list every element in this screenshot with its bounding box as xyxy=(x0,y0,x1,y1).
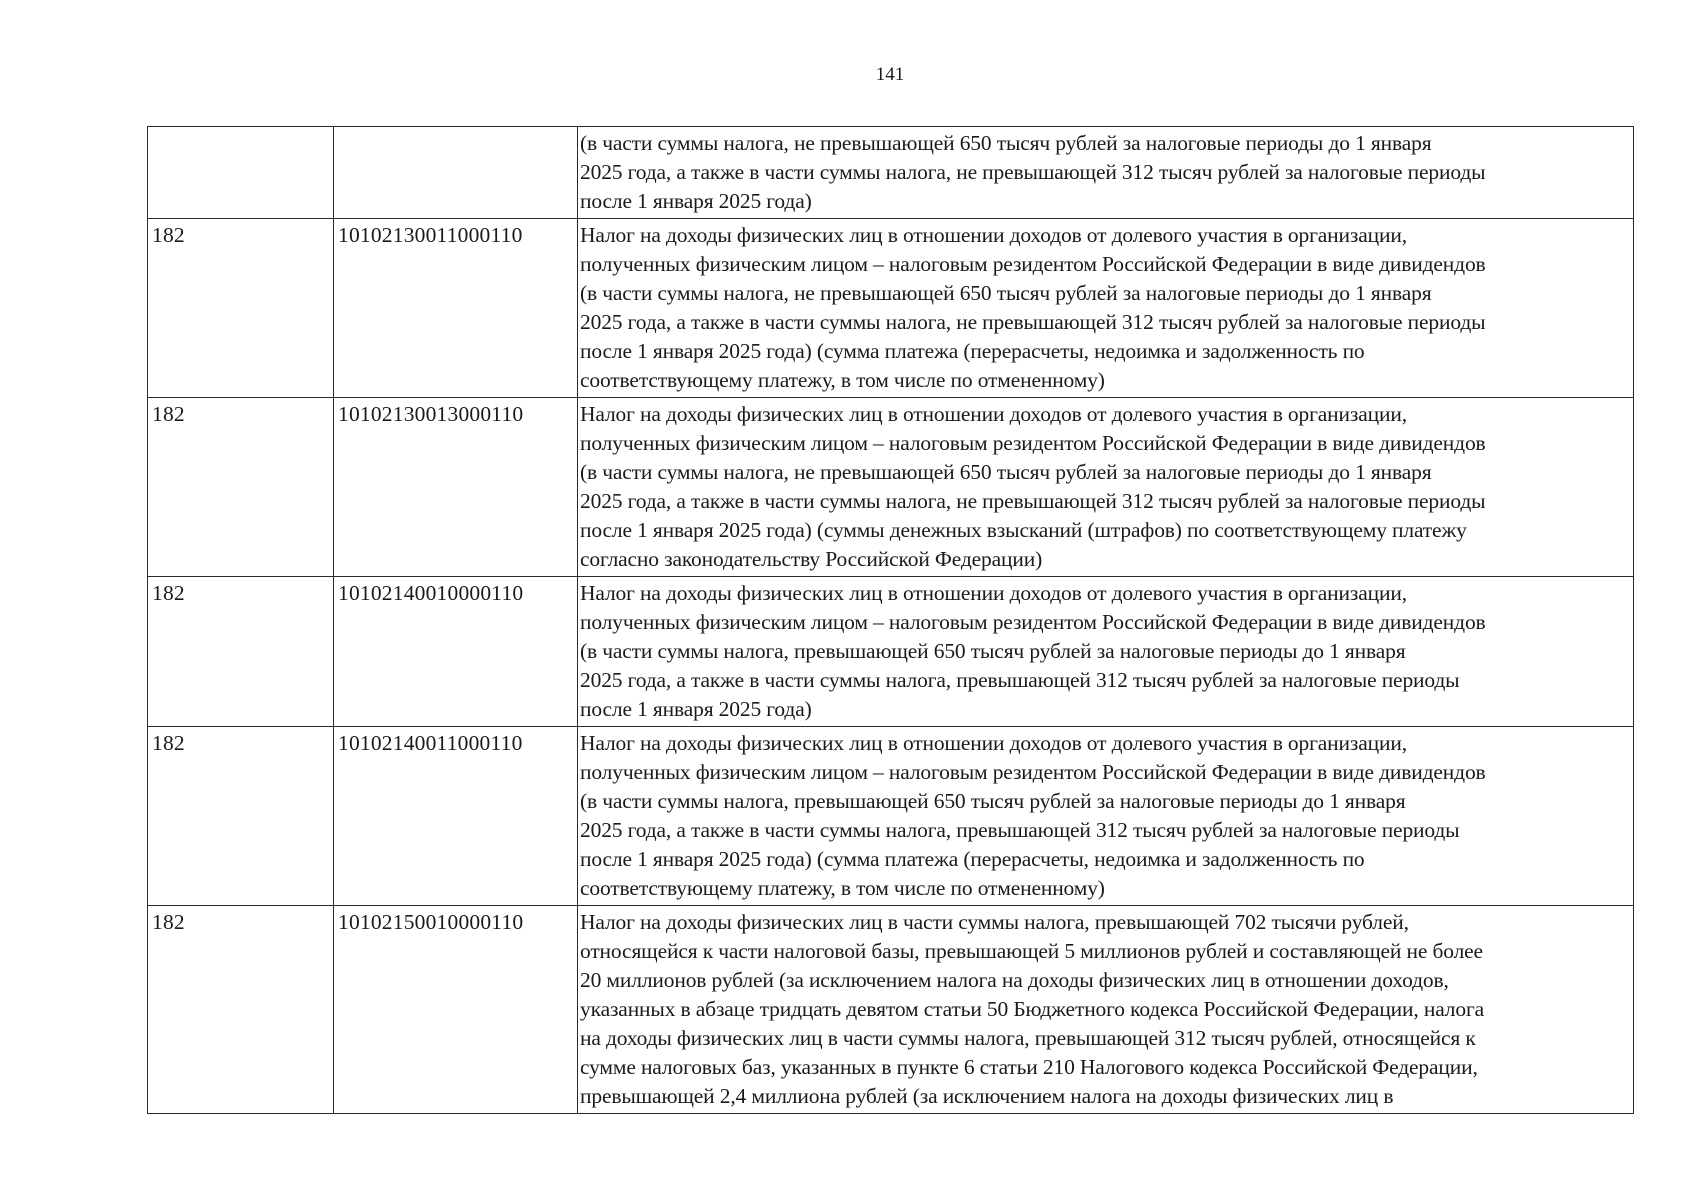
description-cell: Налог на доходы физических лиц в отношении доходов от долевого участия в организации, полученных физическим лицом – налоговым резидентом Российской Федерации в виде дивидендов (в части суммы налога, не превышающей 650 тысяч рублей за налоговые периоды до 1 января 2025 года, а также в части суммы налога, не превышающей 312 тысяч рублей за налоговые периоды после 1 января 2025 года) (сумма платежа (перерасчеты, недоимка и задолженность по соответствующему платежу, в том числе по отмененному) xyxy=(578,219,1634,398)
table-row xyxy=(148,398,1634,577)
kbk-code-cell: 10102130013000110 xyxy=(334,398,578,577)
admin-code-cell: 182 xyxy=(148,219,334,398)
description-cell: Налог на доходы физических лиц в части суммы налога, превышающей 702 тысячи рублей, относящейся к части налоговой базы, превышающей 5 миллионов рублей и составляющей не более 20 миллионов рублей (за исключением налога на доходы физических лиц в отношении доходов, указанных в абзаце тридцать девятом статьи 50 Бюджетного кодекса Российской Федерации, налога на доходы физических лиц в части суммы налога, превышающей 312 тысяч рублей, относящейся к сумме налоговых баз, указанных в пункте 6 статьи 210 Налогового кодекса Российской Федерации, превышающей 2,4 миллиона рублей (за исключением налога на доходы физических лиц в xyxy=(578,906,1634,1114)
table-row xyxy=(148,219,1634,398)
admin-code-cell xyxy=(148,127,334,219)
table-row xyxy=(148,727,1634,906)
page-number: 141 xyxy=(875,64,905,85)
kbk-code-cell: 10102130011000110 xyxy=(334,219,578,398)
admin-code-cell: 182 xyxy=(148,577,334,727)
description-cell: Налог на доходы физических лиц в отношении доходов от долевого участия в организации, полученных физическим лицом – налоговым резидентом Российской Федерации в виде дивидендов (в части суммы налога, не превышающей 650 тысяч рублей за налоговые периоды до 1 января 2025 года, а также в части суммы налога, не превышающей 312 тысяч рублей за налоговые периоды после 1 января 2025 года) (суммы денежных взысканий (штрафов) по соответствующему платежу согласно законодательству Российской Федерации) xyxy=(578,398,1634,577)
budget-classification-table xyxy=(147,126,1634,1114)
table-row xyxy=(148,577,1634,727)
kbk-code-cell: 10102140010000110 xyxy=(334,577,578,727)
kbk-code-cell: 10102150010000110 xyxy=(334,906,578,1114)
admin-code-cell: 182 xyxy=(148,906,334,1114)
table-row xyxy=(148,906,1634,1114)
description-cell: (в части суммы налога, не превышающей 650 тысяч рублей за налоговые периоды до 1 января 2025 года, а также в части суммы налога, не превышающей 312 тысяч рублей за налоговые периоды после 1 января 2025 года) xyxy=(578,127,1634,219)
admin-code-cell: 182 xyxy=(148,727,334,906)
kbk-code-cell xyxy=(334,127,578,219)
kbk-code-cell: 10102140011000110 xyxy=(334,727,578,906)
description-cell: Налог на доходы физических лиц в отношении доходов от долевого участия в организации, полученных физическим лицом – налоговым резидентом Российской Федерации в виде дивидендов (в части суммы налога, превышающей 650 тысяч рублей за налоговые периоды до 1 января 2025 года, а также в части суммы налога, превышающей 312 тысяч рублей за налоговые периоды после 1 января 2025 года) xyxy=(578,577,1634,727)
table-row xyxy=(148,127,1634,219)
admin-code-cell: 182 xyxy=(148,398,334,577)
description-cell: Налог на доходы физических лиц в отношении доходов от долевого участия в организации, полученных физическим лицом – налоговым резидентом Российской Федерации в виде дивидендов (в части суммы налога, превышающей 650 тысяч рублей за налоговые периоды до 1 января 2025 года, а также в части суммы налога, превышающей 312 тысяч рублей за налоговые периоды после 1 января 2025 года) (сумма платежа (перерасчеты, недоимка и задолженность по соответствующему платежу, в том числе по отмененному) xyxy=(578,727,1634,906)
